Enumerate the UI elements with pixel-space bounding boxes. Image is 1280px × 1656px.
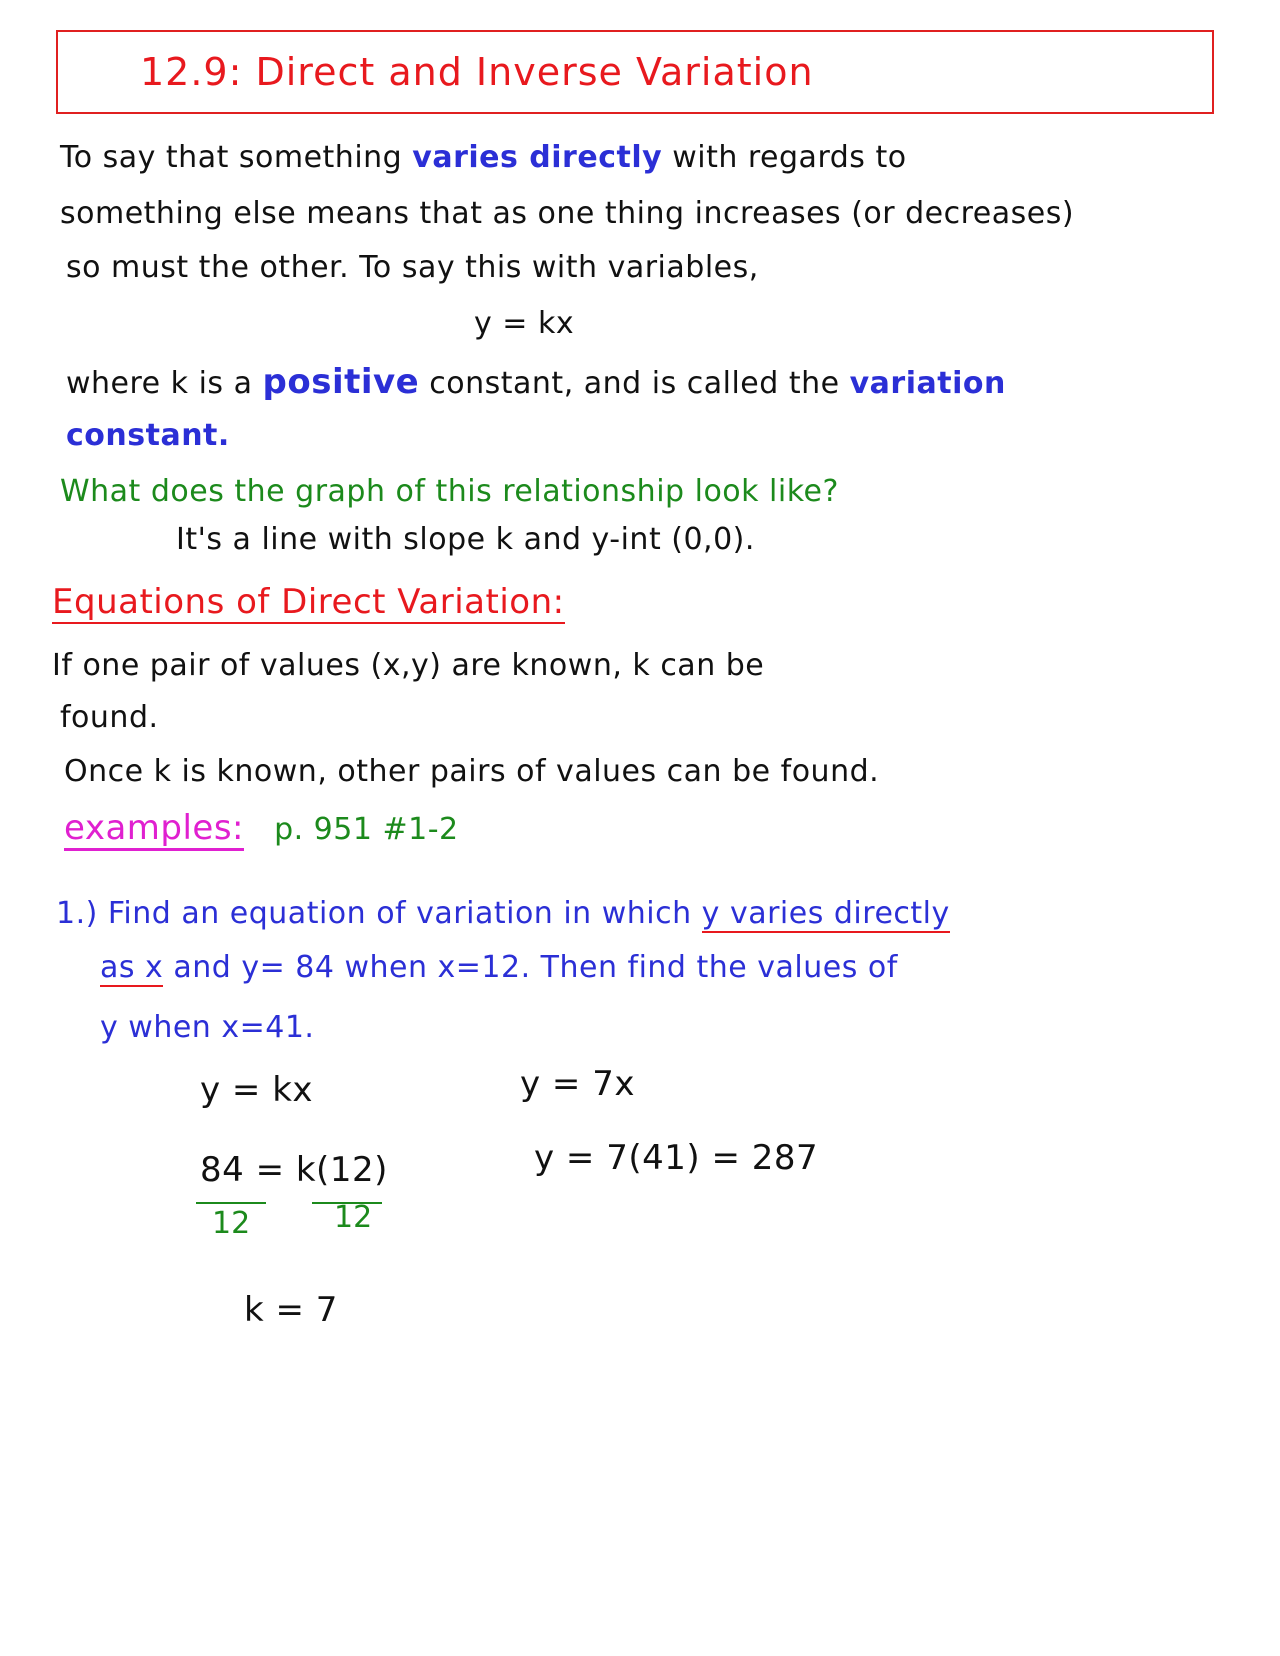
problem-underlined-phrase: y varies directly bbox=[701, 896, 950, 931]
examples-label: examples: bbox=[64, 808, 244, 851]
intro-line-3: so must the other. To say this with variables, bbox=[66, 250, 759, 285]
intro-text: constant, and is called the bbox=[429, 366, 840, 401]
intro-line-4 bbox=[66, 362, 1006, 402]
problem-text: 1.) Find an equation of variation in which bbox=[56, 896, 692, 931]
intro-text: where k is a bbox=[66, 366, 253, 401]
intro-line-1 bbox=[60, 140, 907, 175]
graph-answer: It's a line with slope k and y-int (0,0). bbox=[176, 522, 755, 557]
intro-text: with regards to bbox=[672, 140, 907, 175]
problem-underlined-as-x: as x bbox=[100, 950, 164, 985]
problem-line-2 bbox=[100, 950, 898, 985]
key-term-variation: variation bbox=[849, 366, 1006, 401]
page-title: 12.9: Direct and Inverse Variation bbox=[140, 50, 814, 94]
problem-line-1 bbox=[56, 896, 950, 931]
denominator-right: 12 bbox=[334, 1200, 373, 1235]
problem-line-3: y when x=41. bbox=[100, 1010, 315, 1045]
equations-line-3: Once k is known, other pairs of values can be found. bbox=[64, 754, 880, 789]
intro-line-2: something else means that as one thing increases (or decreases) bbox=[60, 196, 1075, 231]
equations-line-2: found. bbox=[60, 700, 159, 735]
equations-heading: Equations of Direct Variation: bbox=[52, 582, 565, 622]
examples-ref: p. 951 #1-2 bbox=[274, 812, 459, 847]
examples-row bbox=[64, 808, 459, 848]
work-step-2: 84 = k(12) bbox=[200, 1150, 388, 1190]
problem-text: and y= 84 when x=12. Then find the values of bbox=[173, 950, 898, 985]
formula-direct-variation: y = kx bbox=[474, 306, 575, 341]
work-step-3: k = 7 bbox=[244, 1290, 338, 1330]
result-evaluation: y = 7(41) = 287 bbox=[534, 1138, 819, 1178]
graph-question: What does the graph of this relationship look like? bbox=[60, 474, 839, 509]
result-equation: y = 7x bbox=[520, 1064, 635, 1104]
key-term-constant: constant. bbox=[66, 418, 230, 453]
key-term-positive: positive bbox=[262, 362, 420, 402]
key-term-varies-directly: varies directly bbox=[412, 140, 663, 175]
work-step-1: y = kx bbox=[200, 1070, 314, 1110]
intro-text: To say that something bbox=[60, 140, 403, 175]
denominator-left: 12 bbox=[212, 1206, 251, 1241]
equations-line-1: If one pair of values (x,y) are known, k can be bbox=[52, 648, 765, 683]
fraction-bar-left bbox=[196, 1202, 266, 1204]
